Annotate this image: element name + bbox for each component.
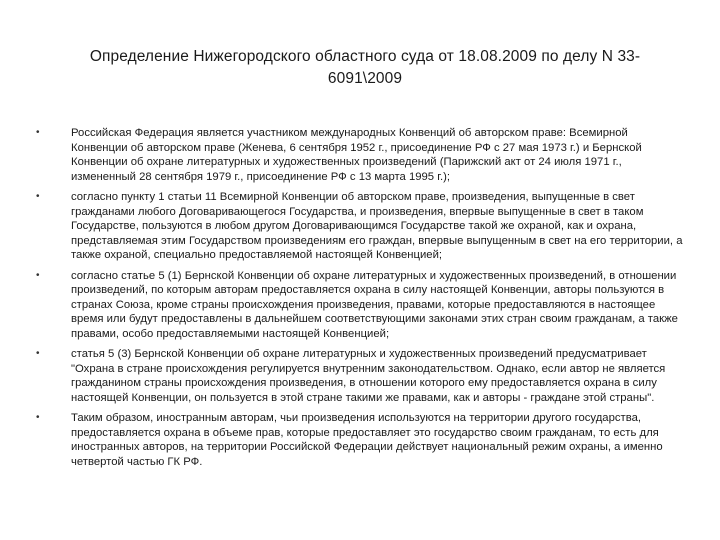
slide-title (70, 46, 660, 90)
list-item (36, 411, 686, 469)
bullet-list (36, 126, 686, 475)
slide-title-line-1: Определение Нижегородского областного суда от 18.08.2009 по делу N 33- (89, 48, 641, 65)
list-item (36, 269, 686, 342)
bullet-icon: • (36, 269, 40, 281)
list-item-text: согласно пункту 1 статьи 11 Всемирной Конвенции об авторском праве, произведения, выпущенные в свет гражданами любого Договаривающегося Государства, и произведения, впервые выпущенные в свет в таком Государстве, пользуются в любом другом Договаривающимся Государстве такой же охраной, как и охрана, представляемая этим Государством произведениям его граждан, впервые выпущенным в свет на его территории, а также охраной, специально предоставляемой настоящей Конвенцией; (71, 191, 683, 261)
list-item-text: статья 5 (3) Бернской Конвенции об охране литературных и художественных произведений предусматривает "Охрана в стране происхождения регулируется внутренним законодательством. Однако, если автор не является гражданином страны происхождения произведения, в отношении которого ему предоставляется охрана в силу настоящей Конвенции, он пользуется в этой стране такими же правами, как и авторы - граждане этой страны". (71, 348, 666, 404)
bullet-icon: • (36, 412, 40, 423)
list-item (36, 190, 686, 263)
list-item-text: Таким образом, иностранным авторам, чьи произведения используются на территории другого государства, предоставляется охрана в объеме прав, которые предоставляет это государство своим гражданам, то есть для иностранных авторов, на территории Российской Федерации действует национальный режим охраны, а именно четвертой частью ГК РФ. (71, 412, 663, 468)
bullet-icon: • (36, 348, 40, 359)
list-item (36, 347, 686, 405)
list-item (36, 126, 686, 184)
bullet-icon: • (36, 127, 40, 138)
list-item-text: Российская Федерация является участником международных Конвенций об авторском праве: Всемирной Конвенции об авторском праве (Женева, 6 сентября 1952 г., присоединение РФ с 27 мая 1973 г.) и Бернской Конвенции об охране литературных и художественных произведений (Парижский акт от 24 июля 1971 г., измененный 28 сентября 1979 г., присоединение РФ с 13 марта 1995 г.); (71, 127, 642, 183)
bullet-icon: • (36, 191, 40, 202)
list-item-text: согласно статье 5 (1) Бернской Конвенции об охране литературных и художественных произведений, в отношении произведений, по которым авторам предоставляется охрана в силу настоящей Конвенции, авторы пользуются в странах Союза, кроме страны происхождения произведения, правами, которые предоставляются в настоящее время или будут предоставлены в дальнейшем соответствующими законами этих стран своим гражданам, а также правами, особо предоставляемыми настоящей Конвенцией; (71, 269, 678, 340)
slide-title-line-2: 6091\2009 (327, 70, 403, 87)
